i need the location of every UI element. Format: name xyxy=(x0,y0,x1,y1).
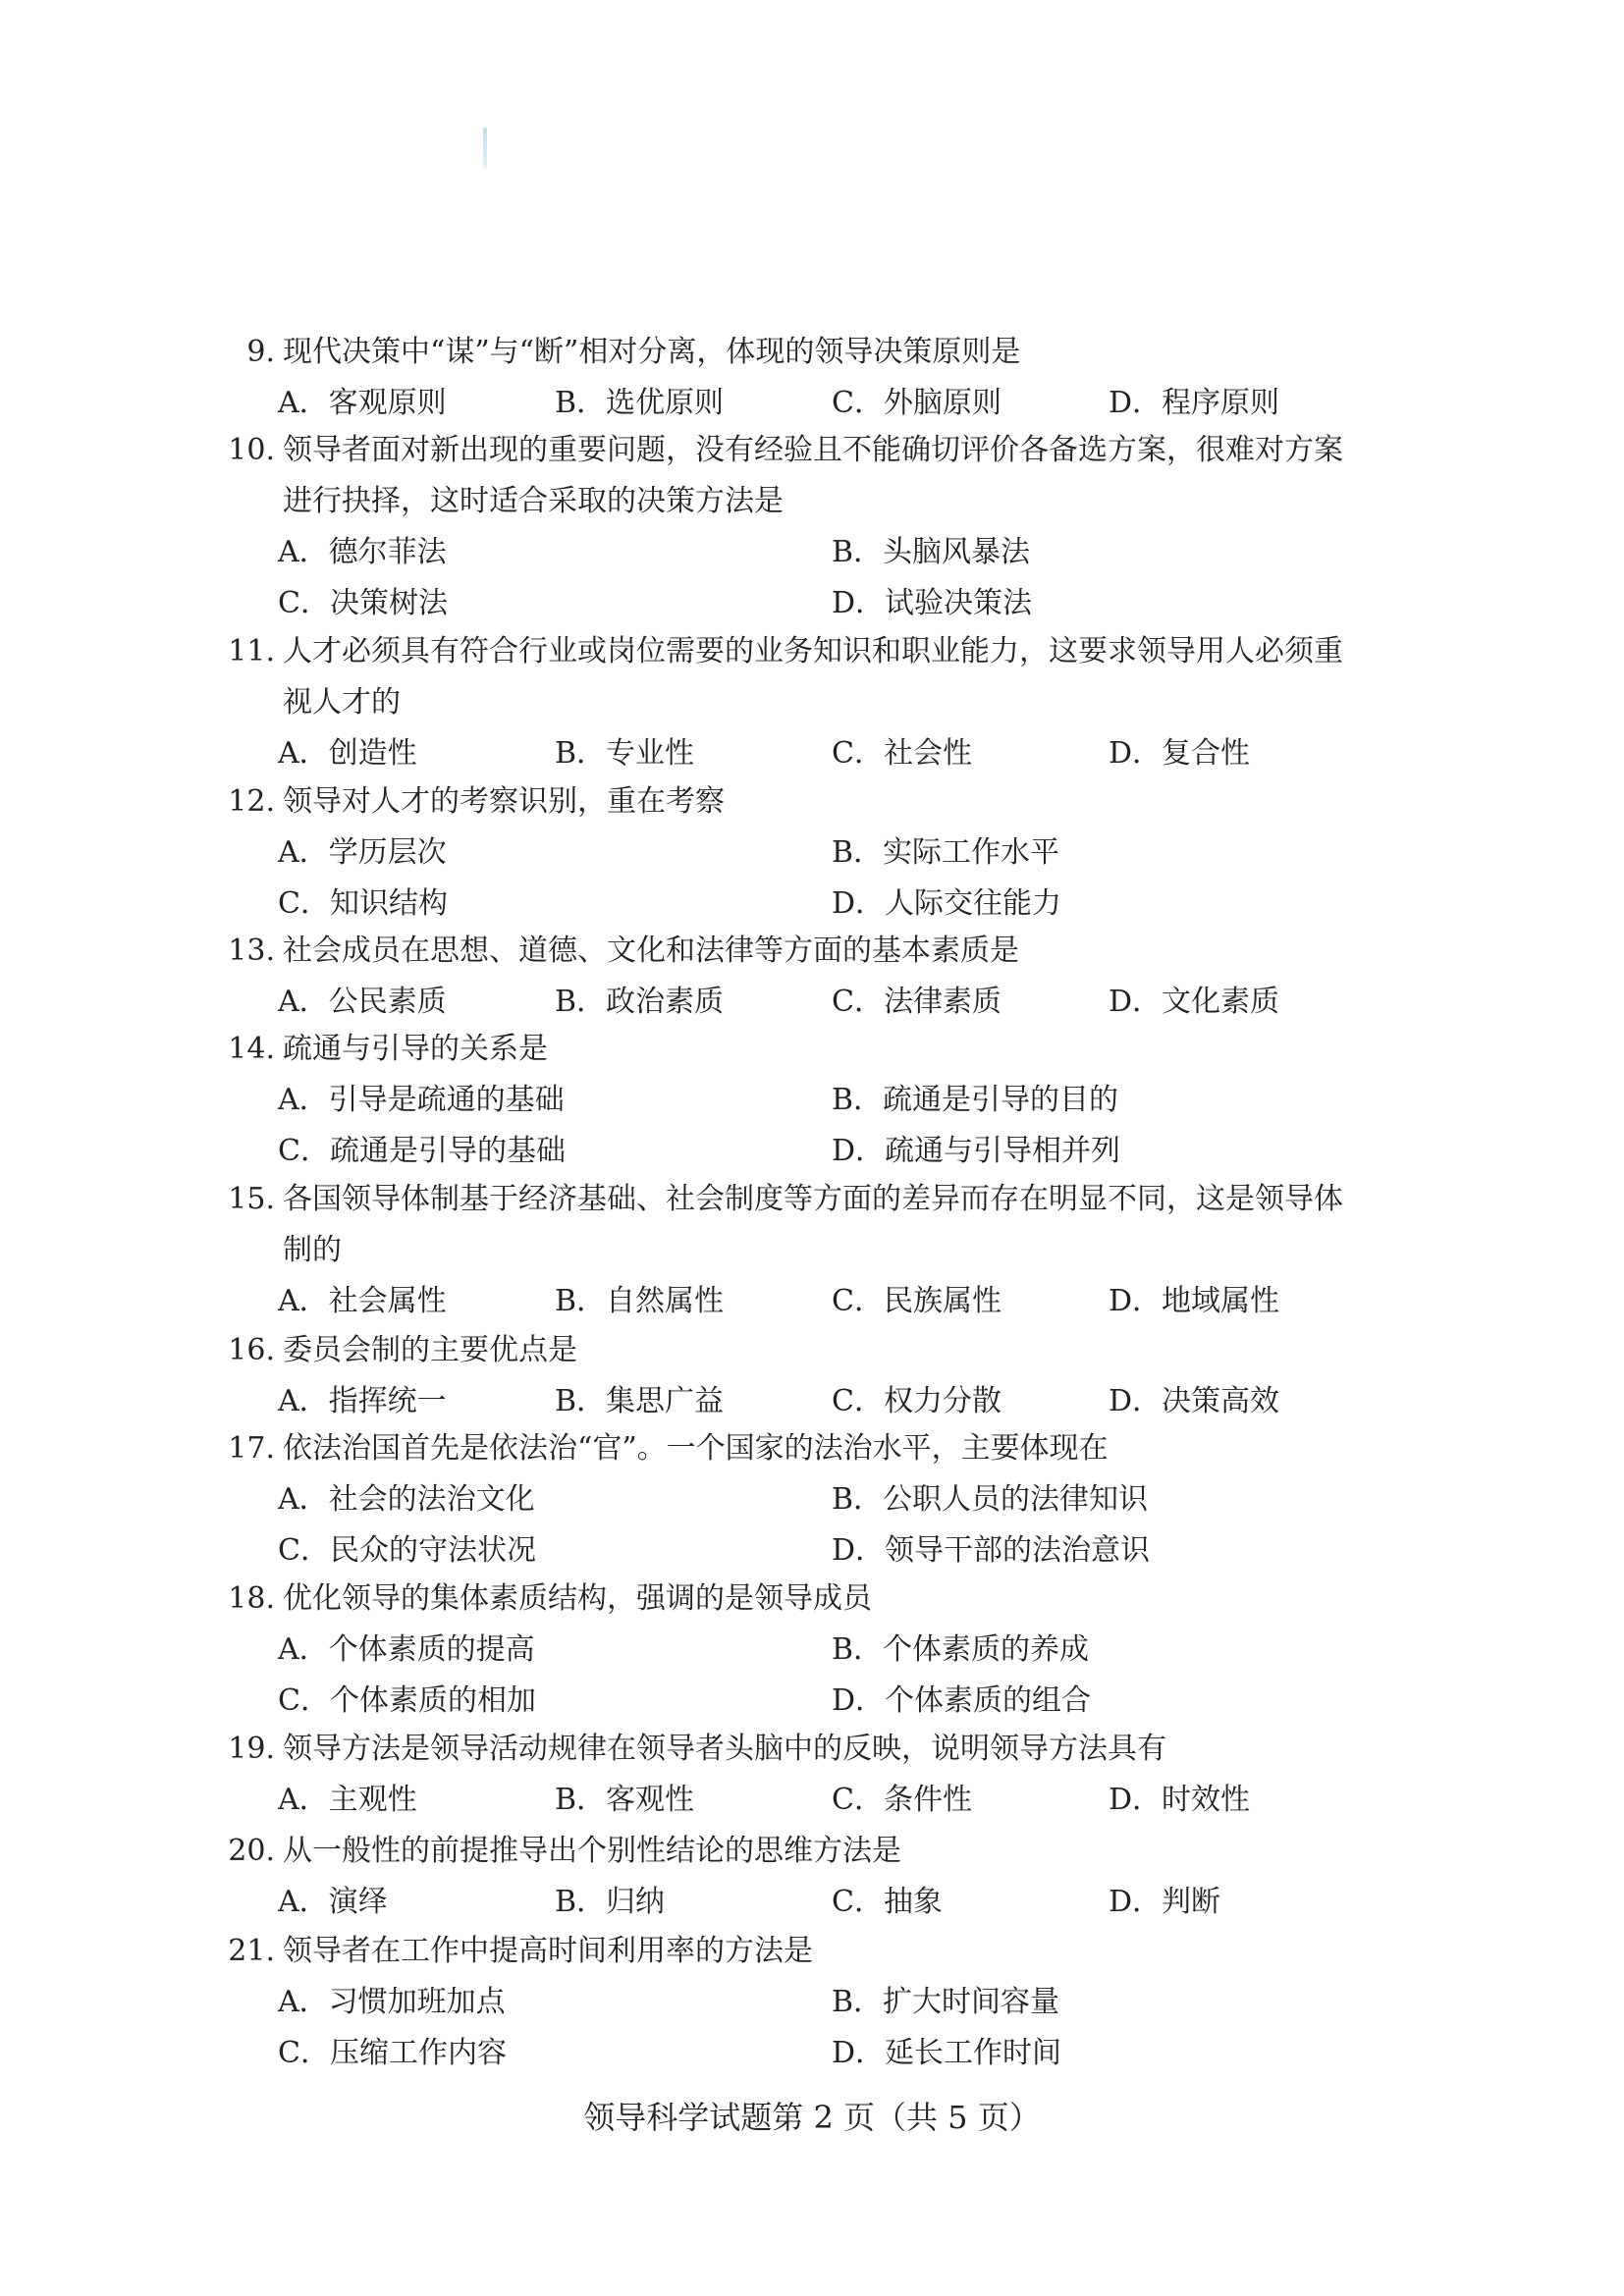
option-d: D．人际交往能力 xyxy=(832,886,1062,921)
question-number: 18. xyxy=(228,1581,275,1616)
question-number: 13. xyxy=(228,934,275,968)
question-15 xyxy=(216,1174,1394,1327)
option-d: D．程序原则 xyxy=(1109,386,1280,420)
options xyxy=(216,1625,1394,1727)
option-c: C．法律素质 xyxy=(832,985,1001,1019)
question-stem: 领导对人才的考察识别，重在考察 xyxy=(283,784,725,819)
question-number: 15. xyxy=(228,1182,275,1216)
option-b: B．个体素质的养成 xyxy=(832,1632,1090,1667)
option-d: D．文化素质 xyxy=(1109,985,1280,1019)
option-c: C．决策树法 xyxy=(278,586,448,620)
option-c: C．社会性 xyxy=(832,736,972,771)
question-stem: 领导者面对新出现的重要问题，没有经验且不能确切评价各备选方案，很难对方案 xyxy=(283,433,1343,467)
option-b: B．集思广益 xyxy=(555,1384,725,1418)
question-stem: 依法治国首先是依法治“官”。一个国家的法治水平，主要体现在 xyxy=(283,1431,1109,1466)
question-number: 16. xyxy=(228,1333,275,1367)
option-a: A．演绎 xyxy=(278,1885,388,1919)
options xyxy=(216,977,1394,1028)
option-c: C．疏通是引导的基础 xyxy=(278,1134,566,1168)
question-stem: 人才必须具有符合行业或岗位需要的业务知识和职业能力，这要求领导用人必须重 xyxy=(283,634,1343,668)
option-c: C．民众的守法状况 xyxy=(278,1533,536,1568)
question-20 xyxy=(216,1826,1394,1928)
option-b: B．专业性 xyxy=(555,736,695,771)
option-d: D．延长工作时间 xyxy=(832,2036,1062,2070)
option-d: D．试验决策法 xyxy=(832,586,1033,620)
option-a: A．社会的法治文化 xyxy=(278,1482,535,1517)
question-9 xyxy=(216,327,1394,429)
option-a: A．社会属性 xyxy=(278,1284,447,1318)
option-c: C．外脑原则 xyxy=(832,386,1001,420)
question-13 xyxy=(216,926,1394,1028)
question-number: 12. xyxy=(228,784,275,819)
options xyxy=(216,728,1394,779)
option-c: C．知识结构 xyxy=(278,886,448,921)
option-a: A．德尔菲法 xyxy=(278,535,447,569)
option-c: C．压缩工作内容 xyxy=(278,2036,507,2070)
options xyxy=(216,828,1394,930)
options xyxy=(216,378,1394,429)
question-stem: 社会成员在思想、道德、文化和法律等方面的基本素质是 xyxy=(283,934,1019,968)
option-d: D．个体素质的组合 xyxy=(832,1683,1092,1718)
option-a: A．学历层次 xyxy=(278,835,447,870)
option-c: C．抽象 xyxy=(832,1885,943,1919)
question-14 xyxy=(216,1024,1394,1177)
question-10 xyxy=(216,425,1394,629)
question-stem: 领导者在工作中提高时间利用率的方法是 xyxy=(283,1934,813,1968)
question-18 xyxy=(216,1574,1394,1727)
question-number: 20. xyxy=(228,1834,275,1868)
question-stem: 疏通与引导的关系是 xyxy=(283,1032,548,1066)
question-number: 21. xyxy=(228,1934,275,1968)
option-c: C．个体素质的相加 xyxy=(278,1683,536,1718)
question-number: 9. xyxy=(246,335,275,369)
option-d: D．判断 xyxy=(1109,1885,1221,1919)
option-b: B．归纳 xyxy=(555,1885,666,1919)
options xyxy=(216,1075,1394,1177)
question-number: 14. xyxy=(228,1032,275,1066)
options xyxy=(216,1877,1394,1928)
question-17 xyxy=(216,1423,1394,1576)
option-d: D．地域属性 xyxy=(1109,1284,1280,1318)
question-stem: 优化领导的集体素质结构，强调的是领导成员 xyxy=(283,1581,872,1616)
question-stem-continued: 进行抉择，这时适合采取的决策方法是 xyxy=(283,484,784,518)
question-stem-continued: 制的 xyxy=(283,1233,342,1267)
options xyxy=(216,1775,1394,1826)
option-b: B．自然属性 xyxy=(555,1284,725,1318)
options xyxy=(216,1276,1394,1327)
option-b: B．选优原则 xyxy=(555,386,725,420)
option-b: B．客观性 xyxy=(555,1783,695,1817)
option-b: B．政治素质 xyxy=(555,985,725,1019)
page-footer: 领导科学试题第 2 页（共 5 页） xyxy=(583,2099,1041,2136)
option-b: B．扩大时间容量 xyxy=(832,1985,1060,2019)
option-d: D．领导干部的法治意识 xyxy=(832,1533,1151,1568)
option-d: D．时效性 xyxy=(1109,1783,1251,1817)
option-b: B．实际工作水平 xyxy=(832,835,1060,870)
scan-speck xyxy=(483,128,487,169)
question-stem: 各国领导体制基于经济基础、社会制度等方面的差异而存在明显不同，这是领导体 xyxy=(283,1182,1343,1216)
option-a: A．引导是疏通的基础 xyxy=(278,1083,565,1117)
option-a: A．主观性 xyxy=(278,1783,417,1817)
question-stem-continued: 视人才的 xyxy=(283,685,401,720)
option-d: D．决策高效 xyxy=(1109,1384,1280,1418)
question-number: 19. xyxy=(228,1732,275,1766)
option-d: D．复合性 xyxy=(1109,736,1251,771)
options xyxy=(216,1977,1394,2079)
option-b: B．头脑风暴法 xyxy=(832,535,1031,569)
question-11 xyxy=(216,626,1394,779)
option-a: A．客观原则 xyxy=(278,386,447,420)
option-b: B．公职人员的法律知识 xyxy=(832,1482,1149,1517)
option-d: D．疏通与引导相并列 xyxy=(832,1134,1121,1168)
question-number: 11. xyxy=(228,634,275,668)
question-16 xyxy=(216,1325,1394,1427)
question-12 xyxy=(216,776,1394,930)
question-stem: 领导方法是领导活动规律在领导者头脑中的反映，说明领导方法具有 xyxy=(283,1732,1166,1766)
option-a: A．指挥统一 xyxy=(278,1384,447,1418)
question-stem: 从一般性的前提推导出个别性结论的思维方法是 xyxy=(283,1834,901,1868)
option-a: A．习惯加班加点 xyxy=(278,1985,506,2019)
options xyxy=(216,1474,1394,1576)
question-number: 17. xyxy=(228,1431,275,1466)
options xyxy=(216,1376,1394,1427)
option-b: B．疏通是引导的目的 xyxy=(832,1083,1119,1117)
option-c: C．条件性 xyxy=(832,1783,972,1817)
option-a: A．创造性 xyxy=(278,736,417,771)
options xyxy=(216,527,1394,629)
question-stem: 现代决策中“谋”与“断”相对分离，体现的领导决策原则是 xyxy=(283,335,1021,369)
question-21 xyxy=(216,1926,1394,2079)
option-c: C．民族属性 xyxy=(832,1284,1001,1318)
option-c: C．权力分散 xyxy=(832,1384,1001,1418)
question-19 xyxy=(216,1724,1394,1826)
question-stem: 委员会制的主要优点是 xyxy=(283,1333,577,1367)
question-number: 10. xyxy=(228,433,275,467)
option-a: A．公民素质 xyxy=(278,985,447,1019)
option-a: A．个体素质的提高 xyxy=(278,1632,535,1667)
